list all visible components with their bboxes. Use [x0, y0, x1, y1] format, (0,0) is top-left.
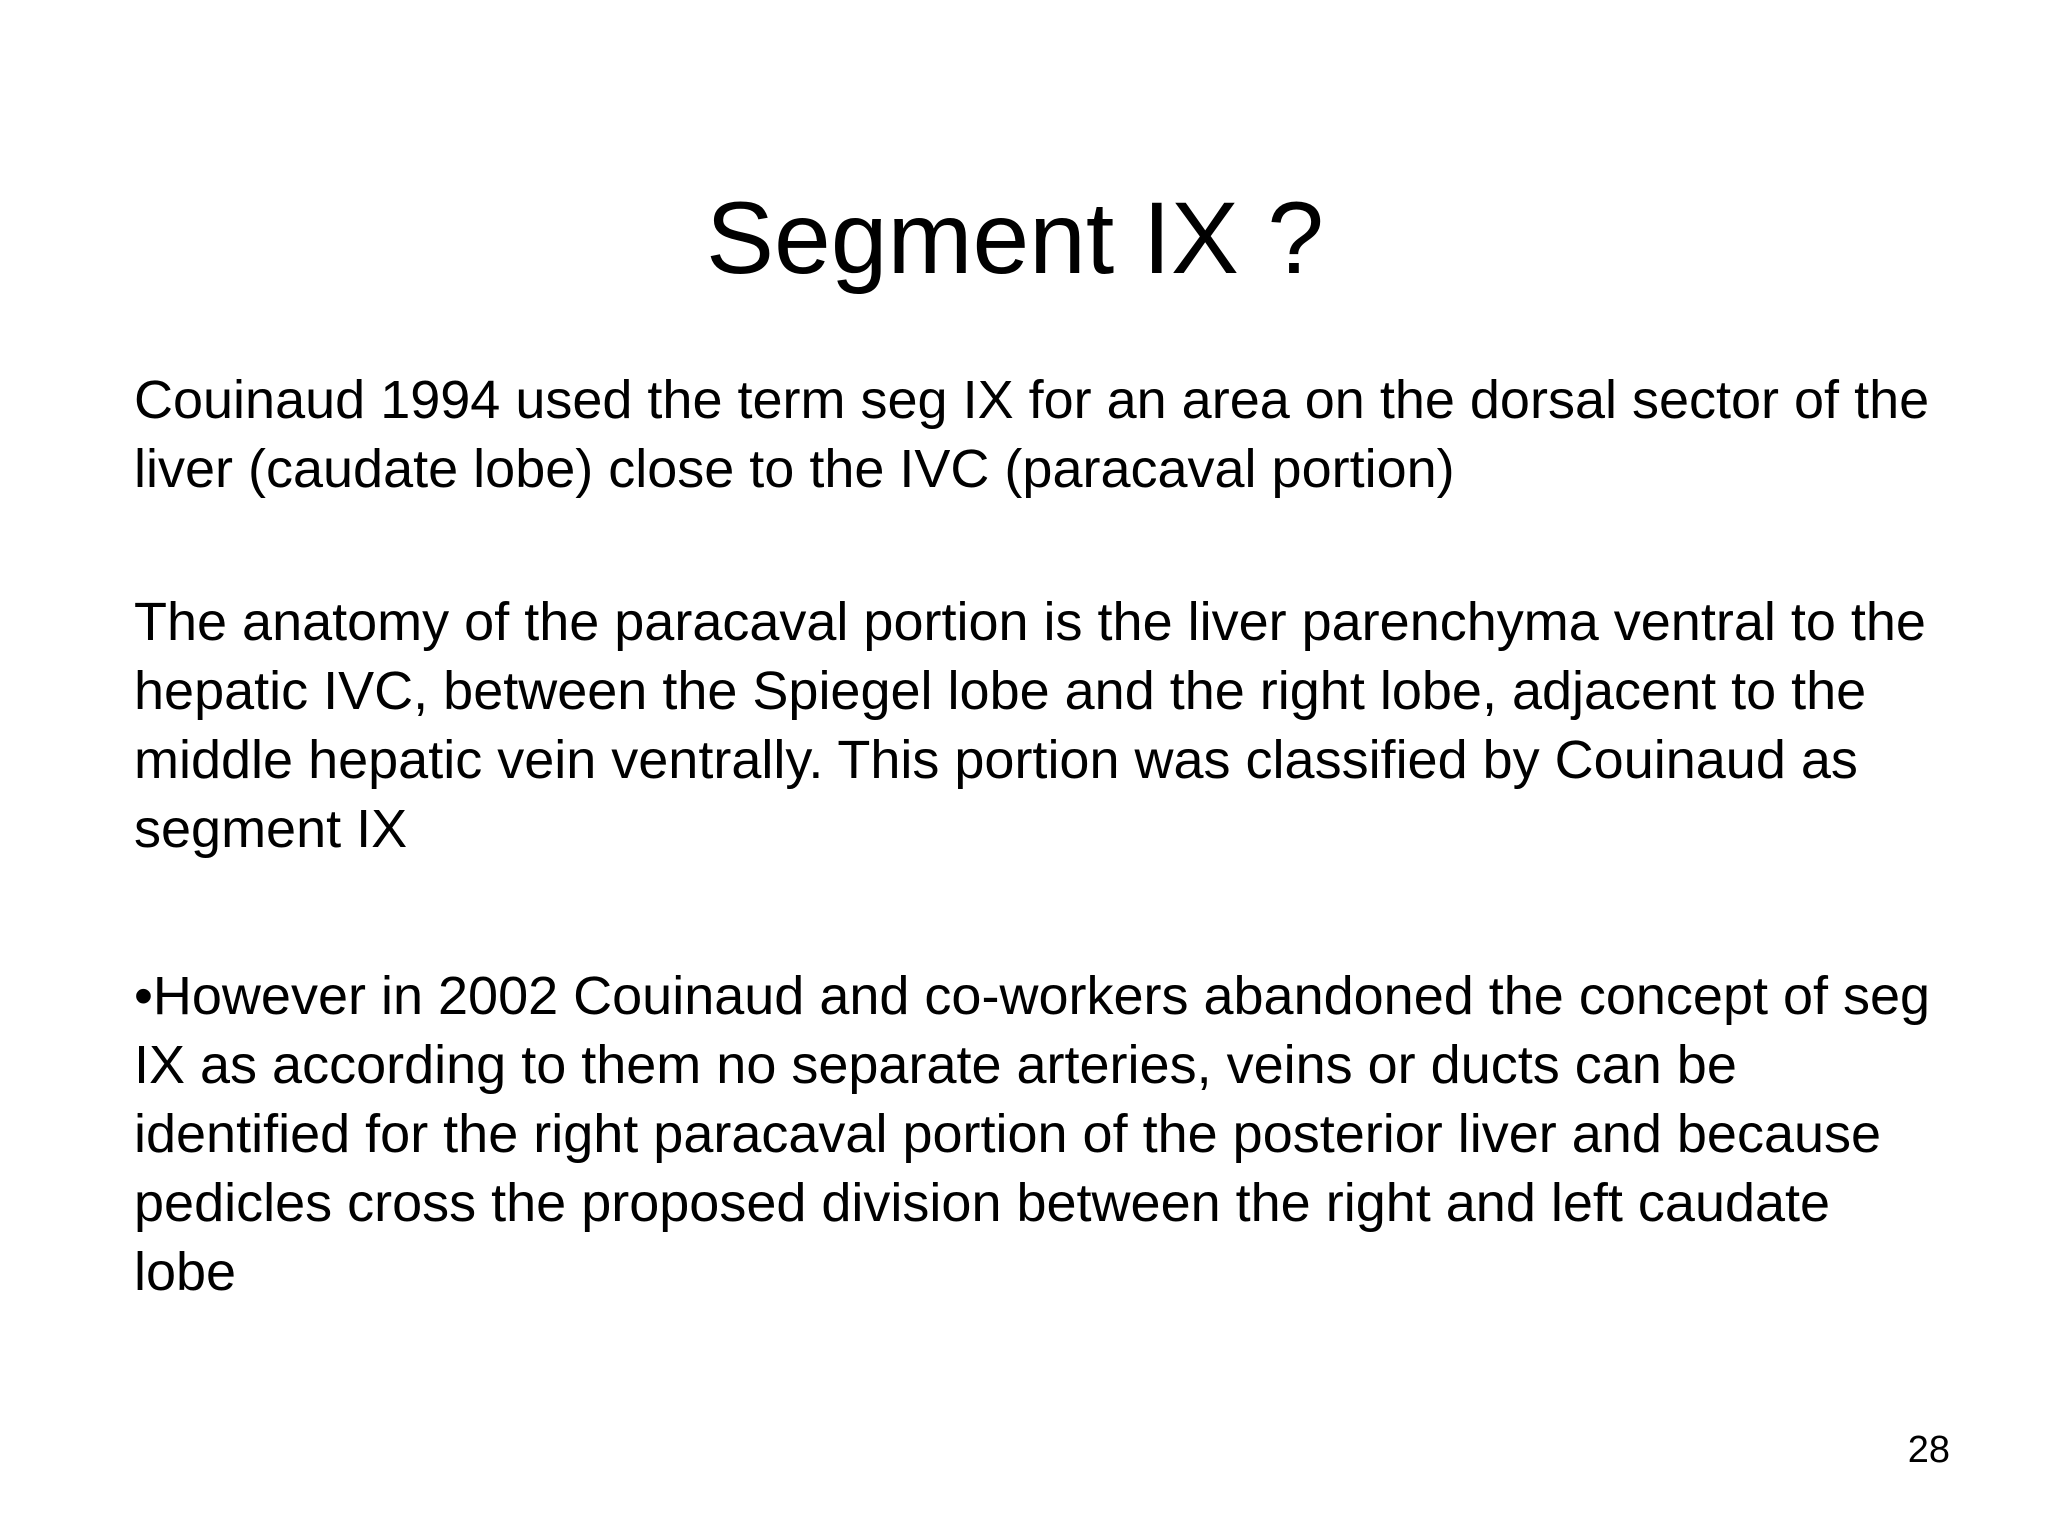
slide-title: Segment IX ?: [705, 181, 1325, 295]
paragraph-paracaval-anatomy: The anatomy of the paracaval portion is the liver parenchyma ventral to the hepatic IVC, between the Spiegel lobe and the right lobe, adjacent to the middle hepatic vein ventrally. This portion was classified by Couinaud as segment IX: [134, 592, 1926, 859]
paragraph-concept-abandoned: •However in 2002 Couinaud and co-workers abandoned the concept of seg IX as according to them no separate arteries, veins or ducts can be identified for the right paracaval portion of the posterior liver and because pedicles cross the proposed division between the right and left caudate lobe: [134, 966, 1931, 1302]
paragraph-seg-ix-definition: Couinaud 1994 used the term seg IX for an area on the dorsal sector of the liver (caudate lobe) close to the IVC (paracaval portion): [134, 370, 1930, 499]
slide-page-number: 28: [1907, 1429, 1950, 1471]
